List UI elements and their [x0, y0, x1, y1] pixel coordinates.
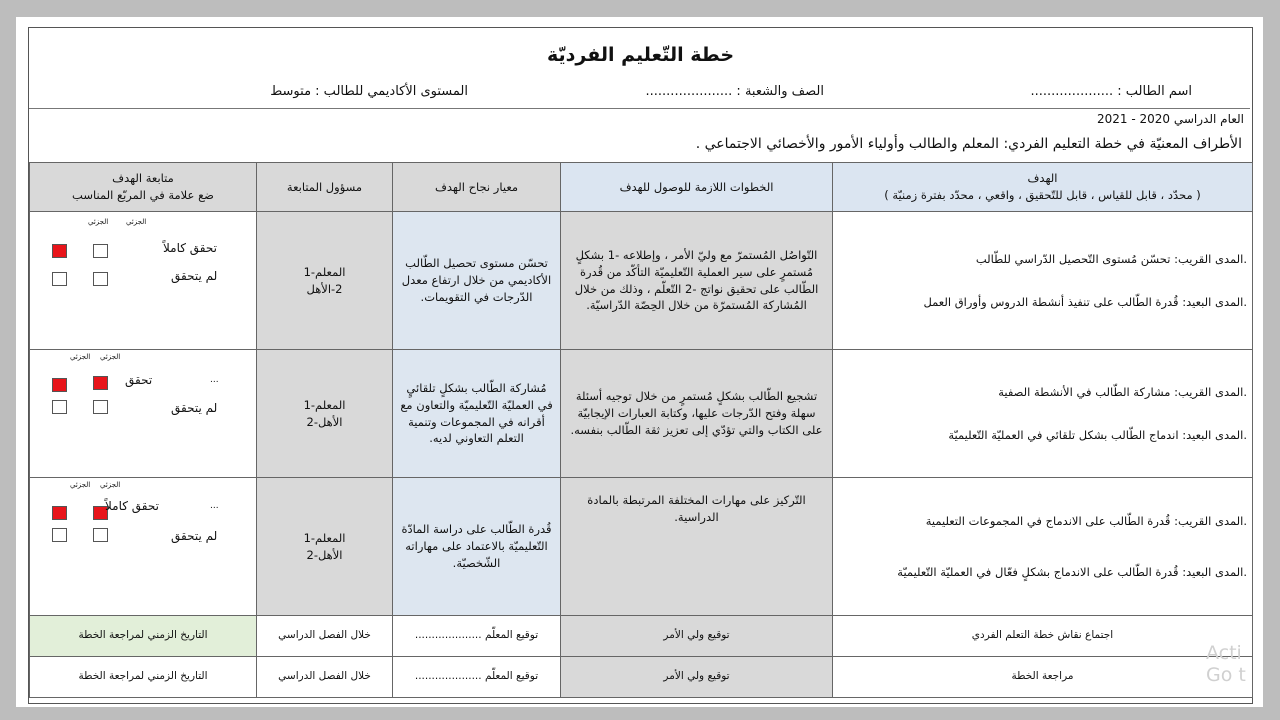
- dots-label: ...: [210, 501, 219, 511]
- footer-teacher-signature: توقيع المعلّم ....................: [393, 657, 561, 698]
- responsible-cell: [257, 478, 393, 616]
- option-full-label: تحقق كاملاً: [163, 241, 217, 255]
- table-row: [30, 478, 1253, 616]
- footer-review-date: التاريخ الزمني لمراجعة الخطة: [30, 657, 257, 698]
- student-name-field: اسم الطالب : ....................: [1030, 84, 1192, 99]
- goal-near: .المدى القريب: قُدرة الطّالب على الاندماج في المجموعات التعليمية: [925, 513, 1247, 528]
- header-goal-sub: ( محدّد ، قابل للقياس ، قابل للتّحقيق ، واقعي ، محدّد بفترة زمنيّة ): [884, 188, 1201, 202]
- footer-parent-signature: توقيع ولي الأمر: [561, 616, 833, 657]
- header-criteria: معيار نجاح الهدف: [393, 163, 561, 212]
- header-follow: [30, 163, 257, 212]
- responsible-1: المعلم-1: [303, 264, 346, 279]
- partial-label: الجزئي: [100, 353, 121, 361]
- plan-table: [29, 162, 1253, 698]
- academic-level-field: المستوى الأكاديمي للطالب : متوسط: [270, 84, 468, 99]
- goal-near: .المدى القريب: تحسّن مُستوى التّحصيل الدّراسي للطّالب: [975, 251, 1247, 266]
- checkbox-none[interactable]: [93, 528, 108, 542]
- checkbox-full-checked[interactable]: [52, 378, 67, 392]
- follow-cell: [30, 350, 257, 478]
- grade-section-field: الصف والشعبة : .....................: [645, 84, 824, 99]
- header-follow-sub: ضع علامة في المربّع المناسب: [72, 188, 214, 202]
- partial-label: الجزئي: [88, 218, 109, 226]
- responsible-cell: [257, 212, 393, 350]
- goal-far: .المدى البعيد: قُدرة الطّالب على الاندماج بشكلٍ فعّال في العمليّة التّعليميّة: [897, 564, 1247, 579]
- option-full-label: تحقق: [125, 373, 153, 387]
- follow-cell: [30, 478, 257, 616]
- goal-cell: [833, 478, 1253, 616]
- partial-label: الجزئي: [100, 481, 121, 489]
- table-header-row: [30, 163, 1253, 212]
- responsible-1: المعلم-1: [303, 397, 346, 412]
- dots-label: ...: [210, 375, 219, 385]
- table-row: [30, 350, 1253, 478]
- footer-review-date: التاريخ الزمني لمراجعة الخطة: [30, 616, 257, 657]
- header-follow-title: متابعة الهدف: [112, 171, 174, 186]
- responsible-2: الأهل-2: [306, 414, 343, 429]
- parties-statement: الأطراف المعنيّة في خطة التعليم الفردي: المعلم والطالب وأولياء الأمور والأخصائي الاجتماعي .: [695, 136, 1242, 152]
- plan-box-divider: [29, 108, 1250, 109]
- page-title: خطة التّعليم الفرديّة: [546, 44, 735, 66]
- checkbox-none[interactable]: [52, 400, 67, 414]
- header-responsible: مسؤول المتابعة: [257, 163, 393, 212]
- option-none-label: لم يتحقق: [171, 401, 218, 415]
- option-none-label: لم يتحقق: [171, 269, 218, 283]
- criteria-cell: مُشاركة الطّالب بشكلٍ تلقائيٍ في العمليّة التّعليميّة والتعاون مع أقرانه في المجموعات وتنمية التعلم التعاوني لديه.: [393, 350, 561, 478]
- checkbox-full[interactable]: [93, 244, 108, 258]
- option-full-label: تحقق كاملاً: [105, 499, 159, 513]
- goal-near: .المدى القريب: مشاركة الطّالب في الأنشطة الصفية: [998, 384, 1247, 399]
- goal-cell: [833, 212, 1253, 350]
- goal-far: .المدى البعيد: اندماج الطّالب بشكل تلقائي في العمليّة التّعليميّة: [948, 427, 1247, 442]
- goal-cell: [833, 350, 1253, 478]
- header-goal: [833, 163, 1253, 212]
- checkbox-full-checked[interactable]: [52, 506, 67, 520]
- option-none-label: لم يتحقق: [171, 529, 218, 543]
- steps-cell: التّواصُل المُستمرّ مع وليّ الأمر ، وإطلاعه -1 بشكلٍ مُستمرٍ على سير العملية التّعليميّة التأكّد من قُدرة الطّالب على تحقيق نواتج -2 التّعلّم ، وذلك من خلال المُشاركة المُستمرّة من خلال الحِصّة الدّراسيّة.: [561, 212, 833, 350]
- responsible-1: المعلم-1: [303, 530, 346, 545]
- checkbox-none[interactable]: [52, 528, 67, 542]
- steps-cell: التّركيز على مهارات المختلفة المرتبطة بالمادة الدراسية.: [561, 478, 833, 616]
- checkbox-none[interactable]: [52, 272, 67, 286]
- school-year: العام الدراسي 2020 - 2021: [1096, 112, 1244, 126]
- checkbox-none[interactable]: [93, 272, 108, 286]
- responsible-2: الأهل-2: [306, 547, 343, 562]
- criteria-cell: قُدرة الطّالب على دراسة المادّة التّعليميّة بالاعتماد على مهاراته الشّخصيّة.: [393, 478, 561, 616]
- table-row: [30, 212, 1253, 350]
- partial-label: الجزئي: [70, 353, 91, 361]
- document-page: [16, 17, 1263, 707]
- checkbox-full-checked[interactable]: [52, 244, 67, 258]
- goal-far: .المدى البعيد: قُدرة الطّالب على تنفيذ أنشطة الدروس وأوراق العمل: [923, 294, 1247, 309]
- follow-cell: [30, 212, 257, 350]
- footer-goal: اجتماع نقاش خطة التعلم الفردي: [833, 616, 1253, 657]
- footer-parent-signature: توقيع ولي الأمر: [561, 657, 833, 698]
- steps-cell: تشجيع الطّالب بشكلٍ مُستمرٍ من خلال توجيه أسئلة سهلة وفتح الدّرجات عليها، وكتابة العبارات الإيجابيّة على الكتاب والتي تؤدّي إلى تعزيز ثقة الطّالب بنفسه.: [561, 350, 833, 478]
- header-goal-title: الهدف: [1027, 171, 1058, 186]
- footer-period: خلال الفصل الدراسي: [257, 657, 393, 698]
- checkbox-none[interactable]: [93, 400, 108, 414]
- partial-label: الجزئي: [126, 218, 147, 226]
- plan-frame: [28, 27, 1253, 704]
- responsible-2: 2-الأهل: [306, 281, 343, 296]
- criteria-cell: تحسّن مستوى تحصيل الطّالب الأكاديمي من خلال ارتفاع معدل الدّرجات في التقويمات.: [393, 212, 561, 350]
- footer-period: خلال الفصل الدراسي: [257, 616, 393, 657]
- partial-label: الجزئي: [70, 481, 91, 489]
- activation-watermark: Acti Go t: [1206, 642, 1246, 686]
- responsible-cell: [257, 350, 393, 478]
- header-steps: الخطوات اللازمة للوصول للهدف: [561, 163, 833, 212]
- footer-goal: مراجعة الخطة: [833, 657, 1253, 698]
- footer-teacher-signature: توقيع المعلّم ....................: [393, 616, 561, 657]
- footer-row: [30, 616, 1253, 657]
- checkbox-partial-checked[interactable]: [93, 376, 108, 390]
- footer-row: [30, 657, 1253, 698]
